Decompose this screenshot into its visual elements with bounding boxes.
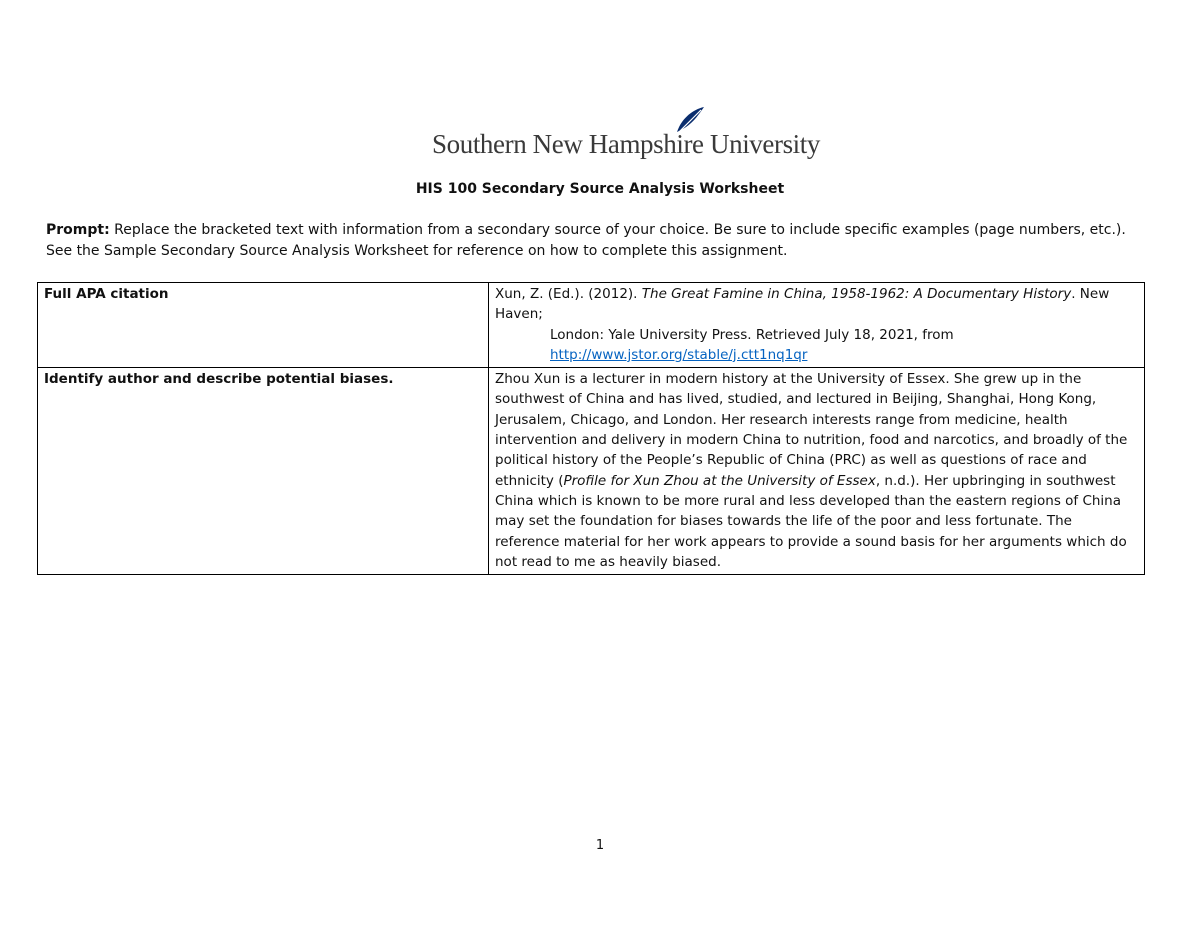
author-bias-cell: Zhou Xun is a lecturer in modern history at the University of Essex. She grew up in the southwest of China and has lived, studied, and lectured in Beijing, Shanghai, Hong Kong, Jerusalem, Chicago, and London. Her research interests range from medicine, health intervention and delivery in modern China to nutrition, food and narcotics, and broadly of the political history of the People’s Republic of China (PRC) as well as questions of race and ethnicity (Profile for Xun Zhou at the University of Essex, n.d.). Her upbringing in southwest China which is known to be more rural and less developed than the eastern regions of China may set the foundation for biases towards the life of the poor and less fortunate. The reference material for her work appears to provide a sound basis for her arguments which do not read to me as heavily biased. (489, 368, 1145, 575)
leaf-logo-icon (675, 106, 705, 136)
prompt-paragraph (46, 220, 1146, 262)
citation-link[interactable]: http://www.jstor.org/stable/j.ctt1nq1qr (550, 346, 808, 363)
citation-line-2: London: Yale University Press. Retrieved July 18, 2021, from (550, 326, 954, 343)
table-row (38, 368, 1145, 575)
citation-line-1: Xun, Z. (Ed.). (2012). The Great Famine in China, 1958-1962: A Documentary History. New Haven; (495, 286, 1110, 323)
page-number: 1 (595, 838, 605, 853)
citation-line-3 (495, 345, 1138, 365)
row-label-citation: Full APA citation (38, 283, 489, 368)
logo-text: Southern New Hampshire University (432, 129, 820, 159)
analysis-table (37, 282, 1145, 575)
citation-book-title: The Great Famine in China, 1958-1962: A Documentary History (641, 286, 1072, 302)
prompt-text: Replace the bracketed text with information from a secondary source of your choice. Be sure to include specific examples (page numbers, etc.). See the Sample Secondary Source Analysis Worksheet for reference on how to complete this assignment. (46, 222, 1126, 259)
table-row (38, 283, 1145, 368)
worksheet-title: HIS 100 Secondary Source Analysis Worksheet (415, 181, 785, 197)
citation-cell (489, 283, 1145, 368)
prompt-label: Prompt: (46, 222, 110, 238)
university-logo (432, 106, 820, 162)
author-profile-title: Profile for Xun Zhou at the University of Essex (563, 472, 876, 489)
row-label-author: Identify author and describe potential biases. (38, 368, 489, 575)
